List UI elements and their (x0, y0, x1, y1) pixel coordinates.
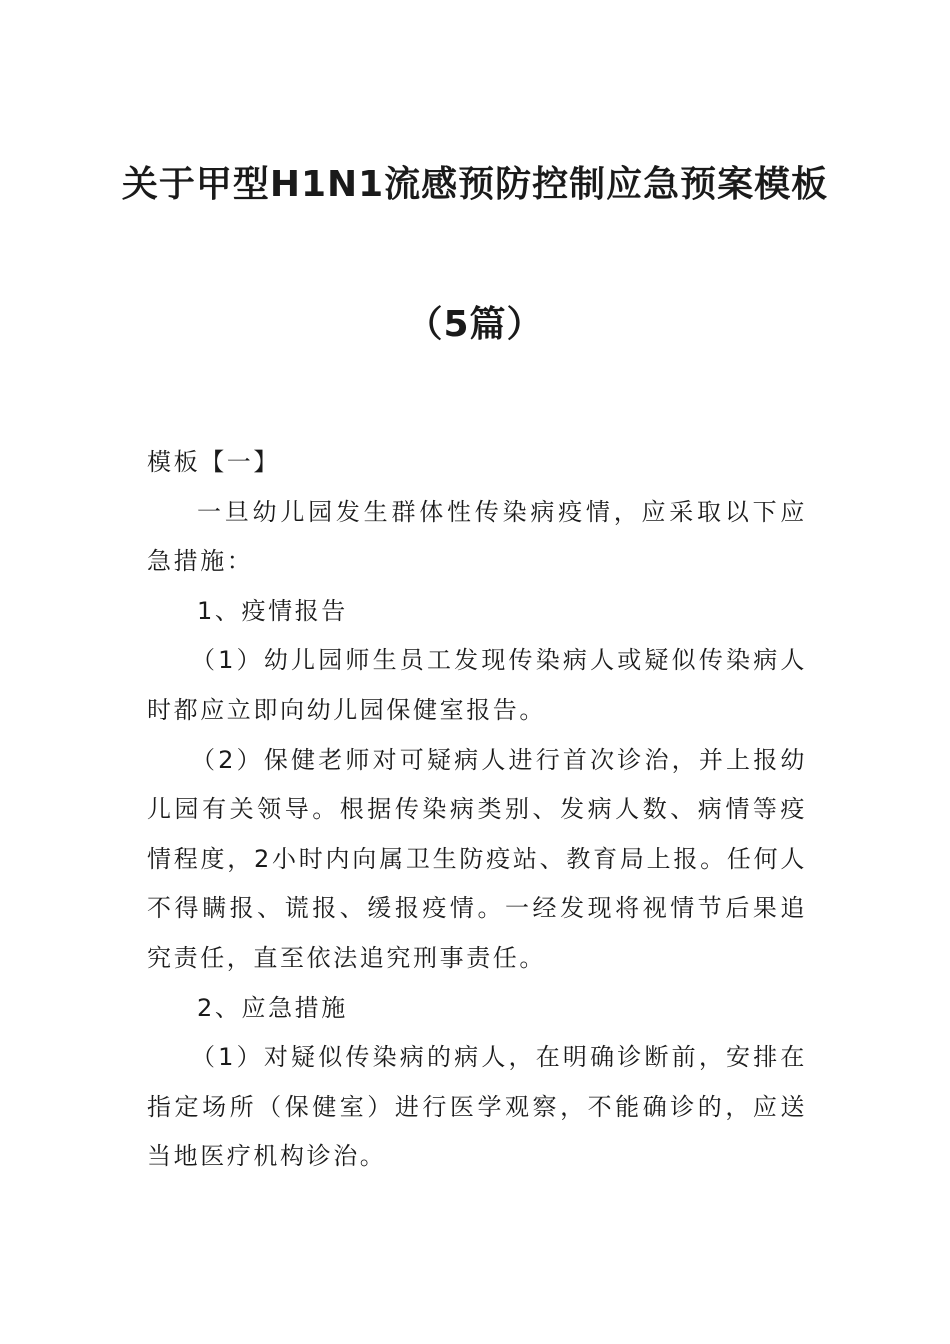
paragraph-measures-1: （1）对疑似传染病的病人，在明确诊断前，安排在指定场所（保健室）进行医学观察，不能确诊的，应送当地医疗机构诊治。 (147, 1043, 807, 1171)
paragraph-heading-report: 1、疫情报告 (197, 596, 348, 625)
paragraph-heading-measures: 2、应急措施 (197, 993, 348, 1022)
paragraph-report-1: （1）幼儿园师生员工发现传染病人或疑似传染病人时都应立即向幼儿园保健室报告。 (147, 646, 807, 724)
paragraph-report-2: （2）保健老师对可疑病人进行首次诊治，并上报幼儿园有关领导。根据传染病类别、发病人数、病情等疫情程度，2小时内向属卫生防疫站、教育局上报。任何人不得瞒报、谎报、缓报疫情。一经发现将视情节后果追究责任，直至依法追究刑事责任。 (147, 745, 807, 972)
document-subtitle: （5篇） (406, 304, 544, 345)
document-body (147, 438, 807, 1182)
section-heading: 模板【一】 (147, 448, 280, 476)
paragraph-intro: 一旦幼儿园发生群体性传染病疫情，应采取以下应急措施： (147, 497, 807, 576)
document-title: 关于甲型H1N1流感预防控制应急预案模板 (121, 164, 829, 205)
